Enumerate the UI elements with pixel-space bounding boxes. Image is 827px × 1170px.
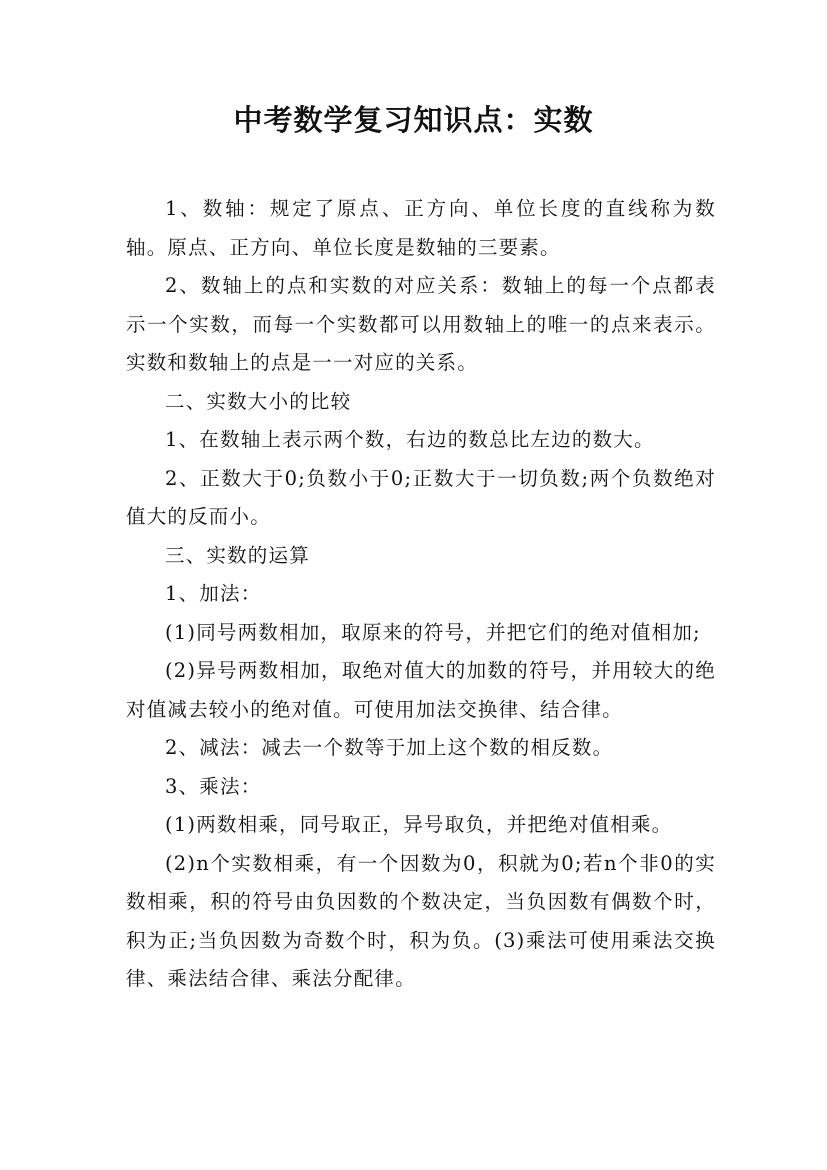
paragraph-addition-different-sign: (2)异号两数相加，取绝对值大的加数的符号，并用较大的绝对值减去较小的绝对值。可使用加法交换律、结合律。 <box>126 659 716 721</box>
paragraph-subtraction: 2、减法：减去一个数等于加上这个数的相反数。 <box>165 736 614 759</box>
section-heading-comparison: 二、实数大小的比较 <box>165 389 352 413</box>
subheading-addition: 1、加法： <box>165 582 262 605</box>
paragraph-addition-same-sign: (1)同号两数相加，取原来的符号，并把它们的绝对值相加; <box>165 620 701 644</box>
section-heading-operations: 三、实数的运算 <box>165 543 310 567</box>
document-body <box>126 190 716 999</box>
paragraph-multiplication-two-numbers: (1)两数相乘，同号取正，异号取负，并把绝对值相乘。 <box>165 813 673 836</box>
paragraph-number-line-definition: 1、数轴：规定了原点、正方向、单位长度的直线称为数轴。原点、正方向、单位长度是数轴的三要素。 <box>126 197 716 259</box>
paragraph-multiplication-n-numbers: (2)n个实数相乘，有一个因数为0，积就为0;若n个非0的实数相乘，积的符号由负因数的个数决定，当负因数有偶数个时，积为正;当负因数为奇数个时，积为负。(3)乘法可使用乘法交换律、乘法结合律、乘法分配律。 <box>126 851 716 990</box>
document-title: 中考数学复习知识点：实数 <box>233 103 594 137</box>
subheading-multiplication: 3、乘法： <box>165 774 262 798</box>
paragraph-comparison-rule-2: 2、正数大于0;负数小于0;正数大于一切负数;两个负数绝对值大的反而小。 <box>126 466 716 528</box>
paragraph-number-line-correspondence: 2、数轴上的点和实数的对应关系：数轴上的每一个点都表示一个实数，而每一个实数都可以用数轴上的唯一的点来表示。实数和数轴上的点是一一对应的关系。 <box>126 274 716 374</box>
paragraph-comparison-rule-1: 1、在数轴上表示两个数，右边的数总比左边的数大。 <box>165 428 655 451</box>
